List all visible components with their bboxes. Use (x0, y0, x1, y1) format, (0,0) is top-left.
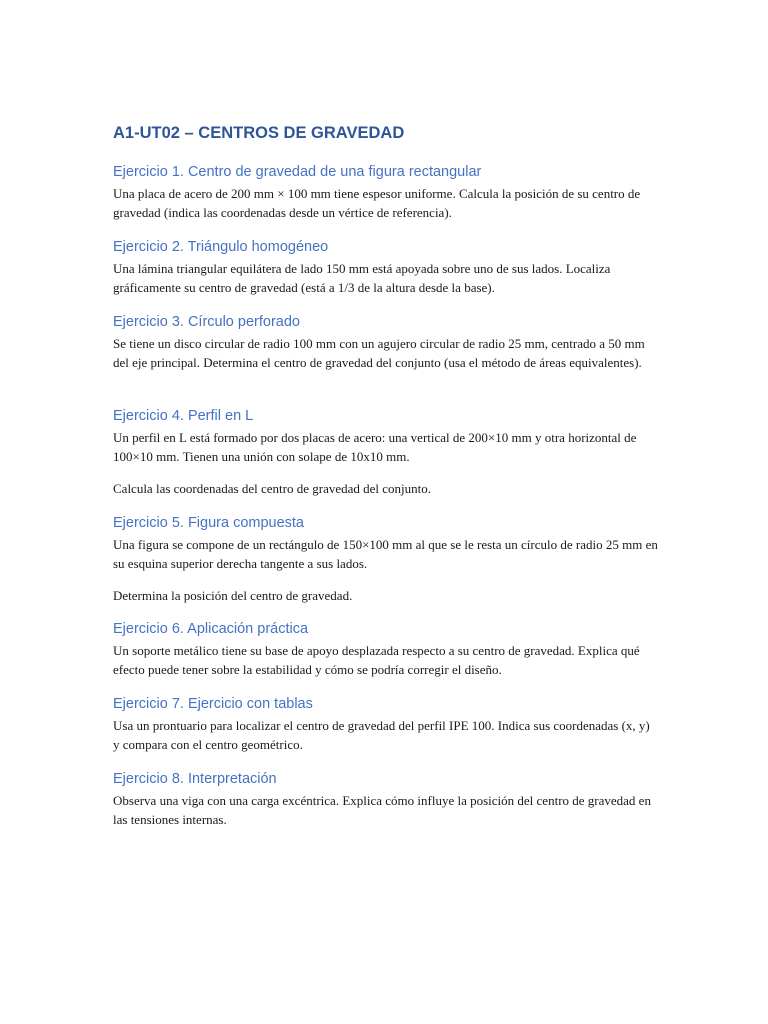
exercise-heading: Ejercicio 8. Interpretación (113, 771, 277, 787)
exercise-heading: Ejercicio 2. Triángulo homogéneo (113, 239, 329, 255)
exercise-heading: Ejercicio 7. Ejercicio con tablas (113, 696, 313, 712)
exercise-heading: Ejercicio 5. Figura compuesta (113, 515, 304, 531)
exercise-text: Calcula las coordenadas del centro de gravedad del conjunto. (113, 481, 432, 496)
exercise-1 (113, 162, 658, 222)
exercise-8 (113, 769, 658, 829)
exercise-3 (113, 312, 658, 372)
exercise-heading: Ejercicio 4. Perfil en L (113, 408, 254, 424)
document-title: A1-UT02 – CENTROS DE GRAVEDAD (113, 124, 405, 142)
exercise-2 (113, 237, 658, 297)
exercise-text: Determina la posición del centro de gravedad. (113, 588, 353, 603)
exercise-text: Una figura se compone de un rectángulo de 150×100 mm al que se le resta un círculo de radio 25 mm en su esquina superior derecha tangente a sus lados. (113, 537, 658, 571)
exercise-7 (113, 694, 658, 754)
exercise-text: Se tiene un disco circular de radio 100 mm con un agujero circular de radio 25 mm, centrado a 50 mm del eje principal. Determina el centro de gravedad del conjunto (usa el método de áreas equivalentes). (113, 336, 645, 370)
exercise-heading: Ejercicio 1. Centro de gravedad de una figura rectangular (113, 164, 482, 180)
exercise-text: Observa una viga con una carga excéntrica. Explica cómo influye la posición del centro de gravedad en las tensiones internas. (113, 793, 651, 827)
exercise-4 (113, 406, 658, 498)
exercise-5 (113, 513, 658, 605)
exercise-text: Un perfil en L está formado por dos placas de acero: una vertical de 200×10 mm y otra horizontal de 100×10 mm. Tienen una unión con solape de 10x10 mm. (113, 430, 637, 464)
exercise-text: Un soporte metálico tiene su base de apoyo desplazada respecto a su centro de gravedad. Explica qué efecto puede tener sobre la estabilidad y cómo se podría corregir el diseño. (113, 643, 640, 677)
exercise-text: Usa un prontuario para localizar el centro de gravedad del perfil IPE 100. Indica sus coordenadas (x, y) y compara con el centro geométrico. (113, 718, 650, 752)
exercise-heading: Ejercicio 6. Aplicación práctica (113, 621, 309, 637)
exercise-text: Una placa de acero de 200 mm × 100 mm tiene espesor uniforme. Calcula la posición de su centro de gravedad (indica las coordenadas desde un vértice de referencia). (113, 186, 641, 220)
exercise-6 (113, 619, 658, 679)
exercise-heading: Ejercicio 3. Círculo perforado (113, 314, 300, 330)
exercise-text: Una lámina triangular equilátera de lado 150 mm está apoyada sobre uno de sus lados. Localiza gráficamente su centro de gravedad (está a 1/3 de la altura desde la base). (113, 261, 611, 295)
